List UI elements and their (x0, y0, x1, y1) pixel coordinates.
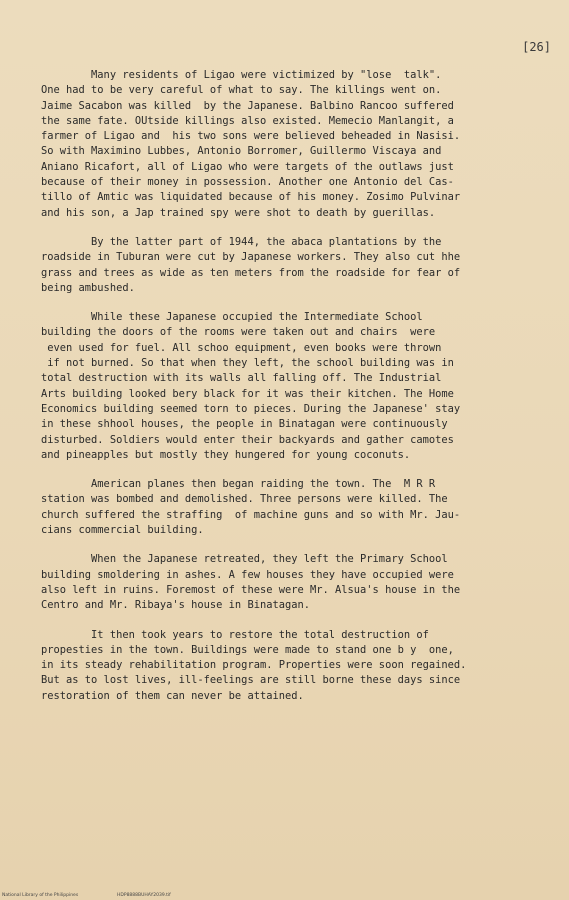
text-line: farmer of Ligao and his two sons were believed beheaded in Nasisi. (41, 130, 461, 143)
text-line: if not burned. So that when they left, the school building was in (41, 357, 454, 370)
text-line: even used for fuel. All schoo equipment, even books were thrown (41, 341, 442, 354)
text-line: cians commercial building. (41, 524, 204, 537)
paragraph (41, 628, 541, 704)
text-line: and his son, a Jap trained spy were shot to death by guerillas. (41, 206, 436, 219)
text-line: But as to lost lives, ill-feelings are still borne these days since (41, 674, 461, 687)
library-credit: National Library of the Philippines (2, 893, 79, 898)
text-line: Jaime Sacabon was killed by the Japanese. Balbino Rancoo suffered (41, 99, 454, 112)
text-line: While these Japanese occupied the Intermediate School (41, 311, 423, 324)
text-line: the same fate. OUtside killings also existed. Memecio Manlangit, a (41, 114, 454, 127)
text-line: Economics building seemed torn to pieces. During the Japanese' stay (41, 402, 461, 415)
text-line: also left in ruins. Foremost of these were Mr. Alsua's house in the (41, 583, 461, 596)
text-line: tillo of Amtic was liquidated because of his money. Zosimo Pulvinar (41, 191, 461, 204)
text-line: It then took years to restore the total destruction of (41, 628, 429, 641)
paragraph (41, 477, 541, 538)
text-line: church suffered the straffing of machine guns and so with Mr. Jau- (41, 508, 461, 521)
text-line: because of their money in possession. Another one Antonio del Cas- (41, 176, 454, 189)
text-line: One had to be very careful of what to say. The killings went on. (41, 84, 442, 97)
paragraph (41, 310, 541, 463)
text-line: Many residents of Ligao were victimized by "lose talk". (41, 69, 442, 81)
text-line: American planes then began raiding the town. The M R R (41, 478, 436, 491)
text-line: building the doors of the rooms were taken out and chairs were (41, 326, 436, 339)
text-line: and pineapples but mostly they hungered for young coconuts. (41, 448, 411, 461)
text-line: building smoldering in ashes. A few houses they have occupied were (41, 568, 454, 581)
text-line: roadside in Tuburan were cut by Japanese workers. They also cut hhe (41, 251, 461, 264)
text-line: restoration of them can never be attained. (41, 689, 304, 702)
text-line: When the Japanese retreated, they left the Primary School (41, 553, 448, 566)
paragraph (41, 552, 541, 613)
text-line: grass and trees as wide as ten meters from the roadside for fear of (41, 266, 461, 279)
page-number: [26] (522, 40, 551, 54)
text-line: in its steady rehabilitation program. Properties were soon regained. (41, 659, 467, 672)
scan-filename: HDP8888BUHAY2039.tif (117, 893, 171, 898)
text-line: being ambushed. (41, 281, 135, 294)
text-line: total destruction with its walls all falling off. The Industrial (41, 372, 442, 385)
paragraph (41, 235, 541, 296)
text-line: propesties in the town. Buildings were made to stand one b y one, (41, 643, 454, 656)
text-line: station was bombed and demolished. Three persons were killed. The (41, 493, 448, 506)
text-line: in these shhool houses, the people in Binatagan were continuously (41, 418, 448, 431)
text-line: Centro and Mr. Ribaya's house in Binatagan. (41, 599, 310, 612)
document-body (41, 68, 541, 718)
text-line: Aniano Ricafort, all of Ligao who were targets of the outlaws just (41, 160, 454, 173)
text-line: disturbed. Soldiers would enter their backyards and gather camotes (41, 433, 454, 446)
paragraph (41, 68, 541, 221)
text-line: So with Maximino Lubbes, Antonio Borromer, Guillermo Viscaya and (41, 145, 442, 158)
text-line: By the latter part of 1944, the abaca plantations by the (41, 235, 442, 248)
text-line: Arts building looked bery black for it was their kitchen. The Home (41, 387, 454, 400)
